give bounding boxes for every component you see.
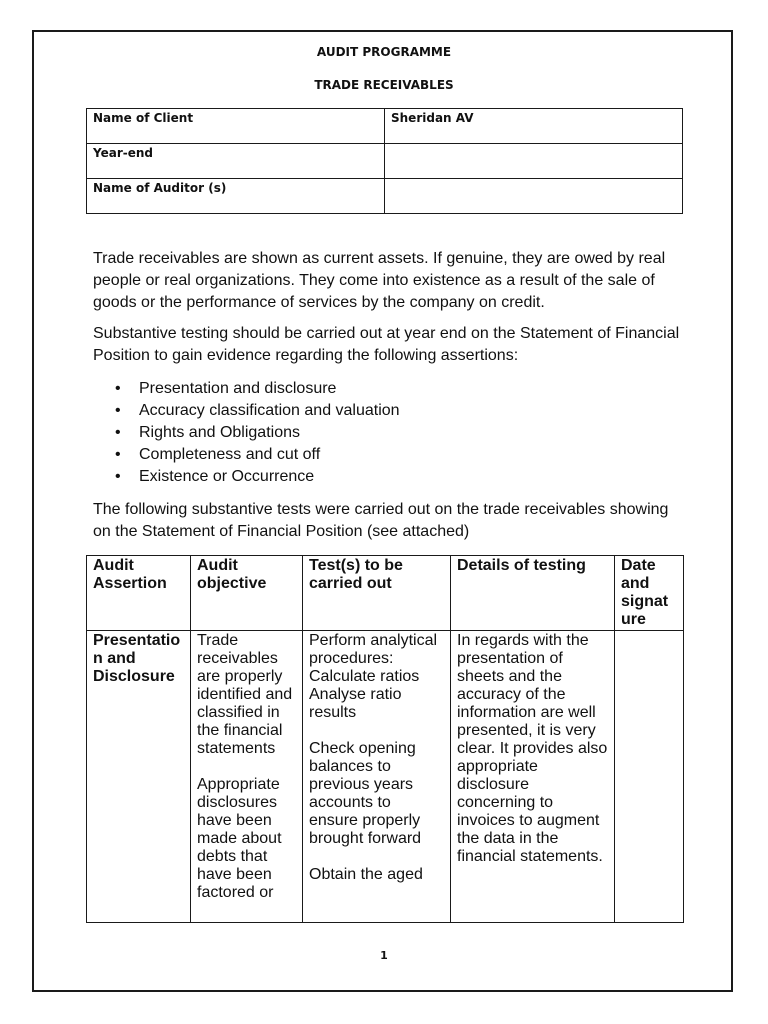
tests-text-5: Obtain the aged [309,866,423,883]
tests-intro-paragraph: The following substantive tests were carried out on the trade receivables showing on the Statement of Financial Position (see attached) [93,501,669,540]
list-item [93,422,400,444]
client-info-table [86,108,683,214]
list-item [93,378,400,400]
document-subtitle: TRADE RECEIVABLES [314,78,454,92]
assertion-text: Accuracy classification and valuation [139,402,400,419]
assertion-text: Existence or Occurrence [139,468,315,485]
table-header-row [87,556,684,631]
assertion-text: Rights and Obligations [139,424,300,441]
year-end-value [385,144,683,179]
tests-text-1: Perform analytical procedures: [309,632,438,667]
intro-paragraph: Trade receivables are shown as current assets. If genuine, they are owed by real people or real organizations. They come into existence as a result of the sale of goods or the performance of services by the company on credit. [93,250,666,311]
client-label: Name of Client [87,109,385,144]
objective-text-1: Trade receivables are properly identified and classified in the financial statements [197,632,293,757]
header-date-signature: Date and signature [615,556,684,631]
assertion-text: Completeness and cut off [139,446,321,463]
bullet-icon: • [115,468,121,485]
details-cell: In regards with the presentation of sheets and the accuracy of the information are well presented, it is very clear. It provides also appropriate disclosure concerning to invoices to augment the data in the financial statements. [451,631,615,923]
objective-text-2: Appropriate disclosures have been made about debts that have been factored or [197,776,282,901]
assertion-cell: Presentation and Disclosure [87,631,191,923]
tests-text-3: Analyse ratio results [309,686,402,721]
auditor-label: Name of Auditor (s) [87,179,385,214]
info-row-auditor [87,179,683,214]
table-row [87,631,684,923]
tests-text-4: Check opening balances to previous years accounts to ensure properly brought forward [309,740,422,847]
info-row-client [87,109,683,144]
header-audit-objective: Audit objective [191,556,303,631]
bullet-icon: • [115,424,121,441]
header-details: Details of testing [451,556,615,631]
header-tests: Test(s) to be carried out [303,556,451,631]
tests-cell [303,631,451,923]
bullet-icon: • [115,380,121,397]
bullet-icon: • [115,446,121,463]
list-item [93,400,400,422]
assertion-text: Presentation and disclosure [139,380,337,397]
page-number: 1 [380,949,388,962]
header-audit-assertion: Audit Assertion [87,556,191,631]
info-row-year-end [87,144,683,179]
year-end-label: Year-end [87,144,385,179]
objective-cell [191,631,303,923]
testing-paragraph: Substantive testing should be carried out at year end on the Statement of Financial Position to gain evidence regarding the following assertions: [93,325,680,364]
list-item [93,466,400,488]
assertions-list [93,378,400,488]
tests-text-2: Calculate ratios [309,668,420,685]
date-signature-cell [615,631,684,923]
document-title: AUDIT PROGRAMME [316,45,452,59]
substantive-tests-table [86,555,684,923]
auditor-value [385,179,683,214]
client-value: Sheridan AV [385,109,683,144]
list-item [93,444,400,466]
bullet-icon: • [115,402,121,419]
